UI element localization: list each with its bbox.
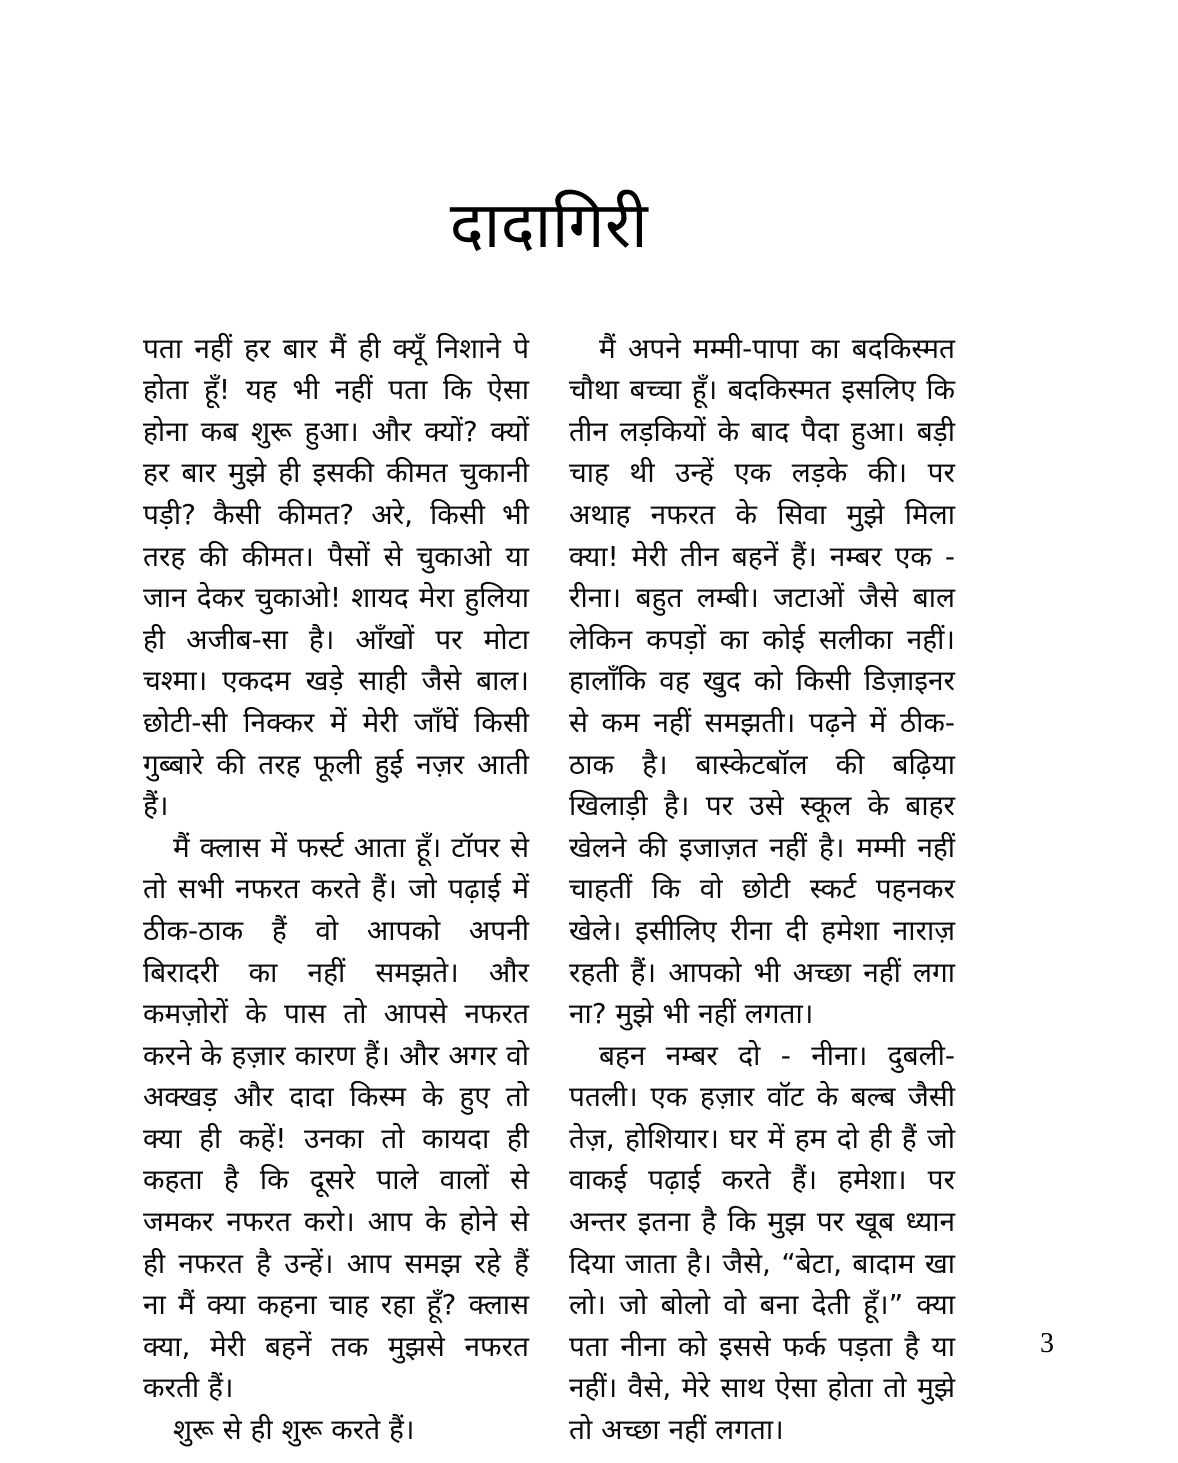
text-column-right	[569, 328, 955, 1451]
paragraph: शुरू से ही शुरू करते हैं।	[173, 1413, 415, 1447]
text-column-left	[143, 328, 529, 1451]
page-content	[143, 0, 955, 1451]
paragraph: मैं क्लास में फर्स्ट आता हूँ। टॉपर से तो सभी नफरत करते हैं। जो पढ़ाई में ठीक-ठाक हैं वो आपको अपनी बिरादरी का नहीं समझते। और कमज़ोरों के पास तो आपसे नफरत करने के हज़ार कारण हैं। और अगर वो अक्खड़ और दादा किस्म के हुए तो क्या ही कहें! उनका तो कायदा ही कहता है कि दूसरे पाले वालों से जमकर नफरत करो। आप के होने से ही नफरत है उन्हें। आप समझ रहे हैं ना मैं क्या कहना चाह रहा हूँ? क्लास क्या, मेरी बहनें तक मुझसे नफरत करती हैं।	[143, 830, 529, 1405]
page-number: 3	[1040, 1328, 1054, 1359]
chapter-title: दादागिरी	[449, 189, 649, 263]
paragraph: पता नहीं हर बार मैं ही क्यूँ निशाने पे होता हूँ! यह भी नहीं पता कि ऐसा होना कब शुरू हुआ। और क्यों? क्यों हर बार मुझे ही इसकी कीमत चुकानी पड़ी? कैसी कीमत? अरे, किसी भी तरह की कीमत। पैसों से चुकाओ या जान देकर चुकाओ! शायद मेरा हुलिया ही अजीब-सा है। आँखों पर मोटा चश्मा। एकदम खड़े साही जैसे बाल। छोटी-सी निक्कर में मेरी जाँघें किसी गुब्बारे की तरह फूली हुई नज़र आती हैं।	[143, 331, 529, 823]
paragraph: बहन नम्बर दो - नीना। दुबली-पतली। एक हज़ार वॉट के बल्ब जैसी तेज़, होशियार। घर में हम दो ही हैं जो वाकई पढ़ाई करते हैं। हमेशा। पर अन्तर इतना है कि मुझ पर खूब ध्यान दिया जाता है। जैसे, “बेटा, बादाम खा लो। जो बोलो वो बना देती हूँ।” क्या पता नीना को इससे फर्क पड़ता है या नहीं। वैसे, मेरे साथ ऐसा होता तो मुझे तो अच्छा नहीं लगता।	[569, 1038, 955, 1447]
text-columns	[143, 328, 955, 1451]
paragraph: मैं अपने मम्मी-पापा का बदकिस्मत चौथा बच्चा हूँ। बदकिस्मत इसलिए कि तीन लड़कियों के बाद पैदा हुआ। बड़ी चाह थी उन्हें एक लड़के की। पर अथाह नफरत के सिवा मुझे मिला क्या! मेरी तीन बहनें हैं। नम्बर एक - रीना। बहुत लम्बी। जटाओं जैसे बाल लेकिन कपड़ों का कोई सलीका नहीं। हालाँकि वह खुद को किसी डिज़ाइनर से कम नहीं समझती। पढ़ने में ठीक-ठाक है। बास्केटबॉल की बढ़िया खिलाड़ी है। पर उसे स्कूल के बाहर खेलने की इजाज़त नहीं है। मम्मी नहीं चाहतीं कि वो छोटी स्कर्ट पहनकर खेले। इसीलिए रीना दी हमेशा नाराज़ रहती हैं। आपको भी अच्छा नहीं लगा ना? मुझे भी नहीं लगता।	[569, 331, 955, 1031]
